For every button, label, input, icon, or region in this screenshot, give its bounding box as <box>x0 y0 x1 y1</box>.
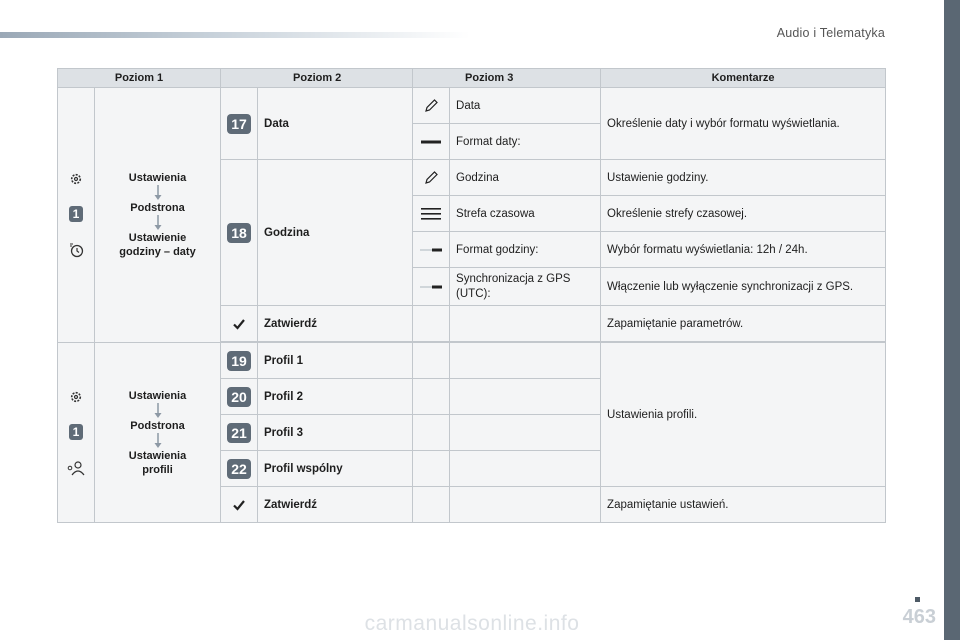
comment-cell: Wybór formatu wyświetlania: 12h / 24h. <box>601 232 886 268</box>
menu-item: Ustawienia <box>128 389 187 402</box>
page-number: 463 <box>902 606 936 628</box>
icon-cell <box>413 124 450 160</box>
user-profile-icon <box>66 460 86 476</box>
empty-cell <box>413 415 450 451</box>
gear-icon <box>69 390 83 404</box>
step-badge: 22 <box>227 459 251 479</box>
table-header-row <box>58 69 886 88</box>
step-badge: 21 <box>227 423 251 443</box>
empty-cell <box>450 379 601 415</box>
comment-cell: Ustawienia profili. <box>601 343 886 487</box>
level2-item: Profil wspólny <box>258 451 413 487</box>
settings-table <box>57 68 886 523</box>
menu-item: Ustawienia profili <box>128 449 187 476</box>
gear-icon <box>69 172 83 186</box>
arrow-down-icon <box>153 433 163 449</box>
empty-cell <box>450 487 601 523</box>
arrow-down-icon <box>153 185 163 201</box>
step-number-cell <box>221 451 258 487</box>
level2-item: Profil 1 <box>258 343 413 379</box>
step-badge: 18 <box>227 223 251 243</box>
column-header-comments: Komentarze <box>601 69 886 88</box>
empty-cell <box>413 379 450 415</box>
level1-icons <box>58 88 95 343</box>
level1-icons <box>58 343 95 523</box>
comment-cell: Zapamiętanie parametrów. <box>601 306 886 342</box>
column-header-level3: Poziom 3 <box>413 69 601 88</box>
step-badge: 1 <box>69 206 83 222</box>
menu-item: Podstrona <box>130 419 185 432</box>
confirm-label: Zatwierdź <box>258 306 413 342</box>
empty-cell <box>413 451 450 487</box>
confirm-label: Zatwierdź <box>258 487 413 523</box>
level3-item: Data <box>450 88 601 124</box>
step-badge: 19 <box>227 351 251 371</box>
empty-cell <box>413 306 450 342</box>
level2-item-godzina: Godzina <box>258 160 413 306</box>
list-icon <box>420 137 442 147</box>
step-number-cell <box>221 379 258 415</box>
level1-menu-path <box>95 343 221 523</box>
arrow-down-icon <box>153 215 163 231</box>
comment-cell: Włączenie lub wyłączenie synchronizacji z GPS. <box>601 268 886 306</box>
step-number-cell <box>221 160 258 306</box>
checkmark-icon <box>232 498 246 512</box>
watermark: carmanualsonline.info <box>364 612 580 635</box>
empty-cell <box>413 487 450 523</box>
step-badge: 17 <box>227 114 251 134</box>
menu-list-icon <box>420 206 442 222</box>
level3-item: Strefa czasowa <box>450 196 601 232</box>
arrow-down-icon <box>153 403 163 419</box>
pencil-icon <box>423 170 439 186</box>
comment-cell: Określenie strefy czasowej. <box>601 196 886 232</box>
icon-cell <box>221 487 258 523</box>
icon-cell <box>221 306 258 342</box>
header-accent-bar <box>0 32 470 38</box>
icon-cell <box>413 88 450 124</box>
icon-cell <box>413 232 450 268</box>
toggle-icon <box>419 246 443 254</box>
icon-cell <box>413 196 450 232</box>
icon-cell <box>413 160 450 196</box>
clock-icon <box>68 242 84 258</box>
menu-item: Ustawienie godziny – daty <box>119 232 196 258</box>
level3-item: Format daty: <box>450 124 601 160</box>
empty-cell <box>450 415 601 451</box>
menu-item: Podstrona <box>130 202 185 214</box>
level3-item: Synchronizacja z GPS (UTC): <box>450 268 601 306</box>
table-row <box>58 343 886 379</box>
toggle-icon <box>419 283 443 291</box>
pencil-icon <box>423 98 439 114</box>
column-header-level2: Poziom 2 <box>221 69 413 88</box>
level3-item: Format godziny: <box>450 232 601 268</box>
empty-cell <box>450 451 601 487</box>
empty-cell <box>450 343 601 379</box>
menu-item: Ustawienia <box>128 172 187 184</box>
step-badge: 20 <box>227 387 251 407</box>
checkmark-icon <box>232 317 246 331</box>
empty-cell <box>450 306 601 342</box>
column-header-level1: Poziom 1 <box>58 69 221 88</box>
page-marker <box>915 597 920 602</box>
level2-item: Profil 3 <box>258 415 413 451</box>
step-badge: 1 <box>69 424 83 440</box>
level2-item: Profil 2 <box>258 379 413 415</box>
empty-cell <box>413 343 450 379</box>
side-strip <box>944 0 960 640</box>
comment-cell: Określenie daty i wybór formatu wyświetlania. <box>601 88 886 160</box>
section-title: Audio i Telematyka <box>776 26 885 40</box>
table-row <box>58 88 886 124</box>
level3-item: Godzina <box>450 160 601 196</box>
step-number-cell <box>221 343 258 379</box>
comment-cell: Zapamiętanie ustawień. <box>601 487 886 523</box>
step-number-cell <box>221 88 258 160</box>
icon-cell <box>413 268 450 306</box>
level2-item-data: Data <box>258 88 413 160</box>
level1-menu-path <box>95 88 221 343</box>
step-number-cell <box>221 415 258 451</box>
comment-cell: Ustawienie godziny. <box>601 160 886 196</box>
